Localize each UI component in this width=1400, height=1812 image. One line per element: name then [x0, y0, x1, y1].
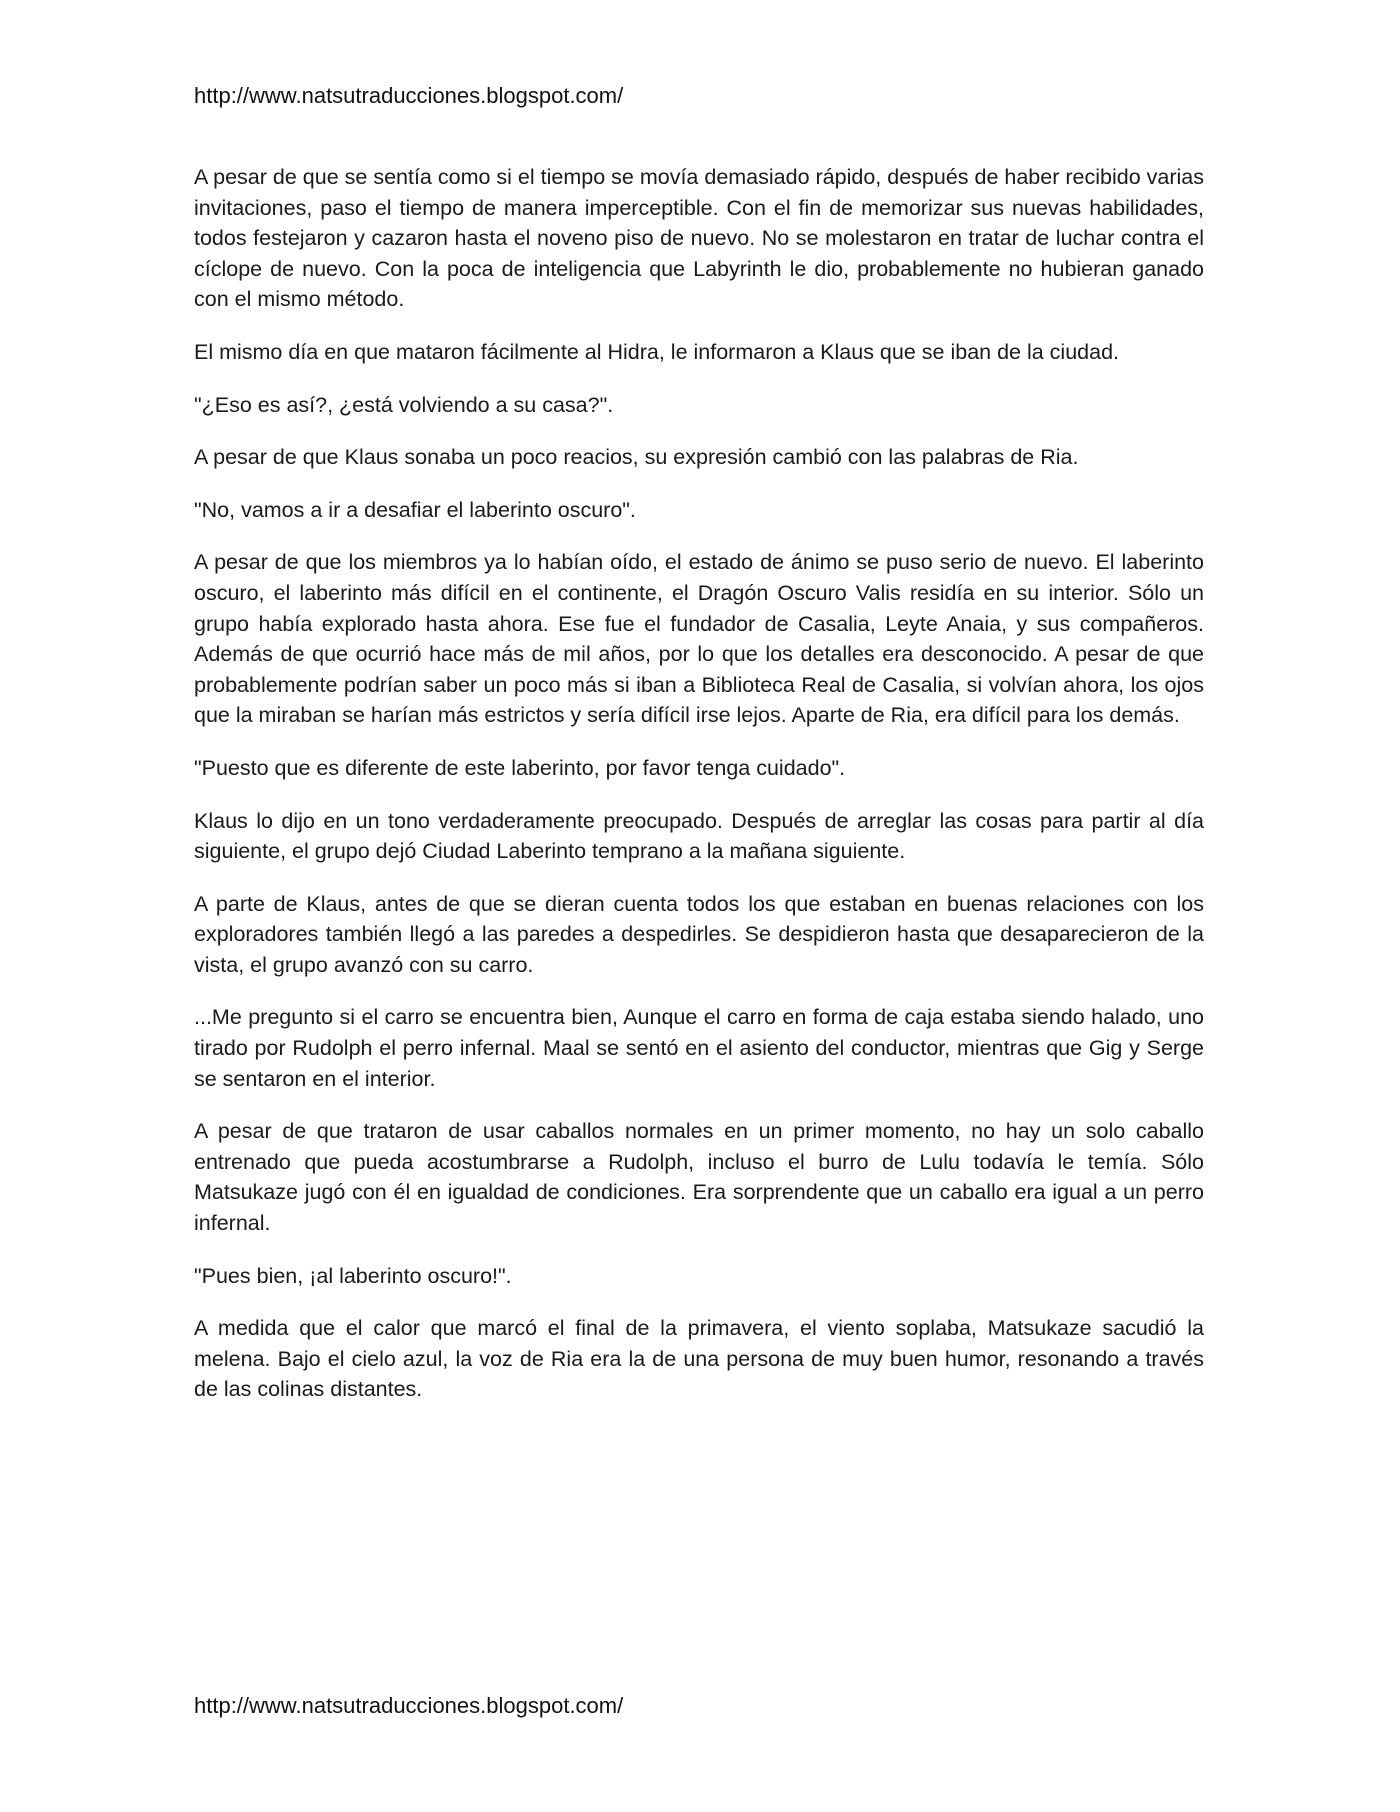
- footer-url: http://www.natsutraducciones.blogspot.com/: [194, 1693, 624, 1718]
- paragraph-8: Klaus lo dijo en un tono verdaderamente preocupado. Después de arreglar las cosas para partir al día siguiente, el grupo dejó Ciudad Laberinto temprano a la mañana siguiente.: [194, 808, 1204, 864]
- body-text: [194, 162, 1204, 1427]
- paragraph-12: "Pues bien, ¡al laberinto oscuro!".: [194, 1263, 512, 1288]
- paragraph-13: A medida que el calor que marcó el final de la primavera, el viento soplaba, Matsukaze sacudió la melena. Bajo el cielo azul, la voz de Ria era la de una persona de muy buen humor, resonando a través de las colinas distantes.: [194, 1316, 1204, 1402]
- paragraph-3: "¿Eso es así?, ¿está volviendo a su casa?".: [194, 392, 614, 417]
- paragraph-7: "Puesto que es diferente de este laberinto, por favor tenga cuidado".: [194, 755, 846, 780]
- paragraph-2: El mismo día en que mataron fácilmente al Hidra, le informaron a Klaus que se iban de la ciudad.: [194, 339, 1120, 364]
- paragraph-4: A pesar de que Klaus sonaba un poco reacios, su expresión cambió con las palabras de Ria.: [194, 445, 1079, 470]
- paragraph-11: A pesar de que trataron de usar caballos normales en un primer momento, no hay un solo caballo entrenado que pueda acostumbrarse a Rudolph, incluso el burro de Lulu todavía le temía. Sólo Matsukaze jugó con él en igualdad de condiciones. Era sorprendente que un caballo era igual a un perro infernal.: [194, 1119, 1204, 1236]
- paragraph-9: A parte de Klaus, antes de que se dieran cuenta todos los que estaban en buenas relaciones con los exploradores también llegó a las paredes a despedirles. Se despidieron hasta que desaparecieron de la vista, el grupo avanzó con su carro.: [194, 891, 1204, 977]
- paragraph-10: ...Me pregunto si el carro se encuentra bien, Aunque el carro en forma de caja estaba siendo halado, uno tirado por Rudolph el perro infernal. Maal se sentó en el asiento del conductor, mientras que Gig y Serge se sentaron en el interior.: [194, 1005, 1204, 1091]
- paragraph-5: "No, vamos a ir a desafiar el laberinto oscuro".: [194, 497, 636, 522]
- paragraph-1: A pesar de que se sentía como si el tiempo se movía demasiado rápido, después de haber recibido varias invitaciones, paso el tiempo de manera imperceptible. Con el fin de memorizar sus nuevas habilidades, todos festejaron y cazaron hasta el noveno piso de nuevo. No se molestaron en tratar de luchar contra el cíclope de nuevo. Con la poca de inteligencia que Labyrinth le dio, probablemente no hubieran ganado con el mismo método.: [194, 165, 1204, 312]
- paragraph-6: A pesar de que los miembros ya lo habían oído, el estado de ánimo se puso serio de nuevo. El laberinto oscuro, el laberinto más difícil en el continente, el Dragón Oscuro Valis residía en su interior. Sólo un grupo había explorado hasta ahora. Ese fue el fundador de Casalia, Leyte Anaia, y sus compañeros. Además de que ocurrió hace más de mil años, por lo que los detalles era desconocido. A pesar de que probablemente podrían saber un poco más si iban a Biblioteca Real de Casalia, si volvían ahora, los ojos que la miraban se harían más estrictos y sería difícil irse lejos. Aparte de Ria, era difícil para los demás.: [194, 550, 1204, 728]
- header-url: http://www.natsutraducciones.blogspot.com/: [194, 83, 624, 108]
